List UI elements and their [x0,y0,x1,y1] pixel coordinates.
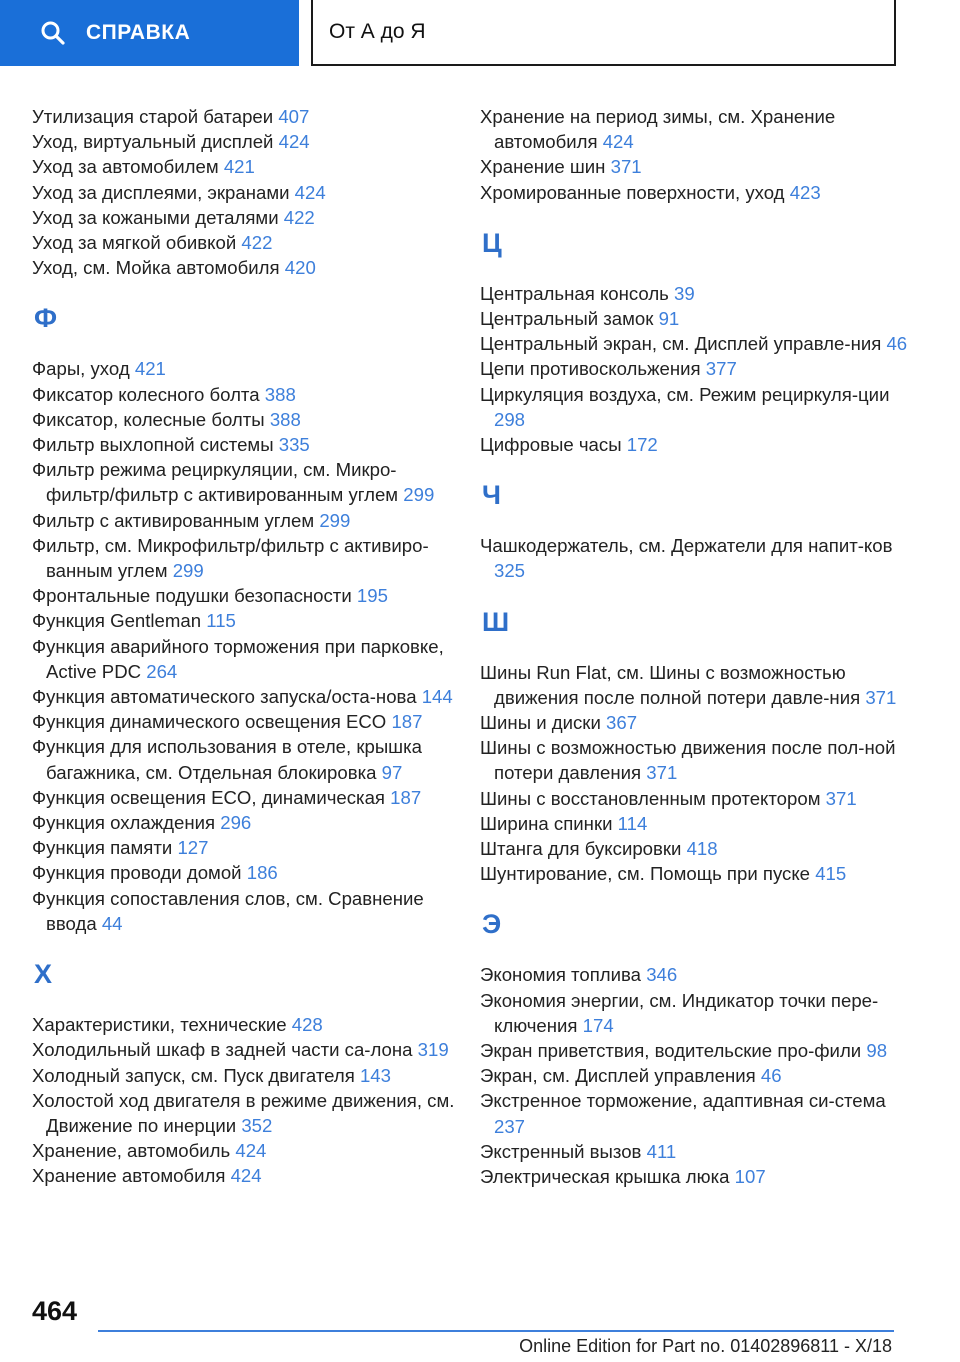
page-number: 464 [32,1296,78,1326]
index-letter-heading: Ч [482,480,501,511]
index-entry [480,154,910,179]
index-entry [480,660,910,710]
index-entry [32,810,462,835]
index-entry-text: Фиксатор колесного болта [32,383,260,405]
index-entry-page-link[interactable]: 407 [278,106,310,127]
index-entry [480,962,910,987]
index-entry-text: Шины с восстановленным протектором [480,787,821,809]
index-entry [32,407,462,432]
index-entry-text: Уход за дисплеями, экранами [32,181,290,203]
index-entry [32,255,462,280]
index-entry-page-link[interactable]: 423 [789,181,821,203]
index-entry-page-link[interactable]: 424 [230,1165,262,1187]
index-entry [480,306,910,331]
index-entry-page-link[interactable]: 237 [494,1115,526,1137]
index-entry [480,861,910,886]
index-entry-page-link[interactable]: 127 [177,837,209,859]
index-entry-page-link[interactable]: 424 [602,131,634,153]
index-entry-page-link[interactable]: 264 [146,660,178,682]
index-entry [480,180,910,205]
index-entry [480,533,910,583]
index-entry [32,1012,462,1037]
index-entry-text: Хранение на период зимы, см. Хранение автомобиля [480,106,836,153]
index-entry-page-link[interactable]: 422 [283,206,315,228]
index-entry-text: Экстренный вызов [480,1140,642,1162]
index-entry-page-link[interactable]: 195 [356,585,388,607]
index-entry-page-link[interactable]: 44 [101,912,123,934]
index-entry-page-link[interactable]: 325 [494,560,526,582]
index-entry [480,281,910,306]
index-letter-heading: Ф [34,303,58,334]
index-entry-text: Уход, виртуальный дисплей [32,131,274,153]
index-entry-text: Шунтирование, см. Помощь при пуске [480,863,811,885]
tab-search[interactable] [0,0,299,66]
tab-search-label: СПРАВКА [86,21,191,44]
index-entry-text: Функция для использования в отеле, крышка багажника, см. Отдельная блокировка [32,736,422,783]
index-entry-text: Функция проводи домой [32,862,242,884]
index-entry [480,836,910,861]
index-entry-text: Хранение, автомобиль [32,1140,231,1162]
tab-a-to-z-label: От А до Я [329,20,426,43]
index-entry-page-link[interactable]: 421 [134,358,166,380]
index-entry [32,734,462,784]
index-entry-page-link[interactable]: 371 [646,762,678,784]
index-entry-text: Функция освещения ECO, динамическая [32,786,385,808]
index-entry [480,1164,910,1189]
index-entry-text: Хранение шин [480,156,606,178]
index-letter-heading: Ц [482,227,502,258]
index-entry-page-link[interactable]: 424 [235,1140,267,1162]
index-entry [32,860,462,885]
index-entry [480,331,910,356]
index-entry-page-link[interactable]: 186 [246,862,278,884]
index-entry-page-link[interactable]: 299 [403,484,435,506]
index-entry-page-link[interactable]: 377 [705,358,737,380]
index-entry-page-link[interactable]: 299 [319,509,351,531]
index-entry-text: Ширина спинки [480,812,613,834]
index-entry-page-link[interactable]: 388 [269,408,301,430]
index-entry-page-link[interactable]: 352 [241,1114,273,1136]
index-entry [32,634,462,684]
index-entry-text: Экран приветствия, водительские про-фили [480,1040,862,1062]
index-entry-page-link[interactable]: 296 [220,812,252,834]
tab-a-to-z[interactable] [311,0,896,66]
index-entry-page-link[interactable]: 46 [760,1065,782,1087]
index-entry-page-link[interactable]: 319 [417,1039,449,1061]
index-entry-text: Экономия энергии, см. Индикатор точки пере-ключения [480,989,879,1036]
index-entry [480,735,910,785]
index-entry-text: Шины и диски [480,712,601,734]
index-entry [32,104,462,129]
index-entry-page-link[interactable]: 346 [646,964,678,986]
index-entry-text: Функция динамического освещения ECO [32,711,387,733]
index-entry [32,154,462,179]
index-entry [480,382,910,432]
index-column-left [32,104,462,1189]
index-entry [32,180,462,205]
index-entry-page-link[interactable]: 335 [278,434,310,456]
index-entry [32,1037,462,1062]
index-entry-page-link[interactable]: 421 [223,156,255,178]
index-entry-page-link[interactable]: 422 [241,232,273,254]
index-letter-heading: Х [34,959,53,990]
index-entry-text: Хранение автомобиля [32,1165,226,1187]
index-entry [480,1038,910,1063]
index-entry-page-link[interactable]: 187 [390,786,422,808]
index-entry-page-link[interactable]: 107 [734,1166,766,1188]
index-entry-page-link[interactable]: 114 [617,812,648,834]
index-entry-page-link[interactable]: 418 [686,838,718,860]
index-entry [32,533,462,583]
index-entry-page-link[interactable]: 415 [815,863,847,885]
index-entry-text: Фиксатор, колесные болты [32,408,265,430]
index-entry [480,356,910,381]
index-entry [32,785,462,810]
index-entry [32,129,462,154]
index-entry-page-link[interactable]: 411 [646,1140,677,1162]
index-entry [480,1088,910,1138]
index-entry-text: Уход за кожаными деталями [32,206,279,228]
index-entry-text: Утилизация старой батареи [32,106,274,127]
index-entry-text: Центральная консоль [480,282,669,304]
index-entry-page-link[interactable]: 143 [359,1064,391,1086]
index-entry-text: Фильтр режима рециркуляции, см. Микро-фильтр/фильтр с активированным углем [32,459,399,506]
index-entry-text: Экран, см. Дисплей управления [480,1065,756,1087]
index-entry-text: Цифровые часы [480,434,622,456]
index-entry-page-link[interactable]: 428 [291,1014,323,1036]
index-entry-text: Хромированные поверхности, уход [480,181,785,203]
index-entry-text: Фронтальные подушки безопасности [32,585,352,607]
index-entry-text: Центральный замок [480,308,654,330]
index-entry-text: Шины Run Flat, см. Шины с возможностью движения после полной потери давле-ния [480,661,861,708]
index-entry-page-link[interactable]: 98 [866,1040,888,1062]
index-entry-page-link[interactable]: 371 [825,787,857,809]
index-entry-page-link[interactable]: 46 [886,333,908,355]
index-entry [32,1138,462,1163]
index-entry-text: Характеристики, технические [32,1014,287,1036]
index-entry [32,432,462,457]
index-entry-text: Функция Gentleman [32,610,202,632]
index-entry [32,230,462,255]
index-entry-text: Фары, уход [32,358,130,380]
index-entry-text: Циркуляция воздуха, см. Режим рециркуля-ции [480,383,890,405]
index-entry-text: Функция памяти [32,837,173,859]
edition-text: Online Edition for Part no. 01402896811 - X/18 [519,1336,892,1356]
index-entry-text: Цепи противоскольжения [480,358,701,380]
index-entry-text: Шины с возможностью движения после пол-ной потери давления [480,737,896,784]
index-entry-page-link[interactable]: 174 [582,1014,614,1036]
index-entry-page-link[interactable]: 420 [284,257,316,279]
index-column-right [480,104,910,1189]
index-entry-text: Холодный запуск, см. Пуск двигателя [32,1064,355,1086]
index-entry [32,886,462,936]
index-entry-text: Экономия топлива [480,964,642,986]
index-entry-text: Центральный экран, см. Дисплей управле-ния [480,333,882,355]
index-entry-text: Уход за мягкой обивкой [32,232,237,254]
index-entry [32,508,462,533]
index-entry [480,988,910,1038]
index-entry-text: Фильтр, см. Микрофильтр/фильтр с активиро-ванным углем [32,534,429,582]
index-entry-text: Штанга для буксировки [480,838,682,860]
index-entry-text: Уход, см. Мойка автомобиля [32,257,280,279]
search-icon [40,20,66,46]
index-entry [480,811,910,836]
index-entry-page-link[interactable]: 424 [278,131,310,153]
index-entry-text: Электрическая крышка люка [480,1166,730,1188]
index-letter-heading: Ш [482,606,510,637]
index-entry [480,1139,910,1164]
index-entry [32,382,462,407]
index-entry-text: Функция охлаждения [32,812,216,834]
index-entry-page-link[interactable]: 39 [674,282,695,304]
index-entry [32,709,462,734]
footer-divider [98,1330,894,1332]
index-entry-text: Чашкодержатель, см. Держатели для напит-ков [480,535,893,557]
index-entry-page-link[interactable]: 144 [421,686,453,708]
index-entry [32,583,462,608]
index-entry [32,1088,462,1138]
index-entry [32,356,462,381]
index-entry-page-link[interactable]: 91 [658,308,680,330]
index-entry-page-link[interactable]: 172 [626,434,658,456]
index-entry-text: Холодильный шкаф в задней части са-лона [32,1039,413,1061]
index-entry [32,835,462,860]
index-entry-page-link[interactable]: 299 [172,560,204,582]
index-entry-page-link[interactable]: 97 [381,761,403,783]
index-entry [32,457,462,507]
index-entry-text: Экстренное торможение, адаптивная си-стема [480,1090,886,1112]
index-entry-text: Уход за автомобилем [32,156,219,178]
header [0,0,960,66]
index-entry-text: Функция сопоставления слов, см. Сравнение ввода [32,887,424,934]
index-entry [480,710,910,735]
index-entry-page-link[interactable]: 187 [391,711,423,733]
index-entry [32,684,462,709]
index-entry-page-link[interactable]: 115 [206,610,236,632]
index-entry-page-link[interactable]: 367 [606,712,638,734]
index-entry-page-link[interactable]: 298 [494,408,526,430]
index-entry [32,205,462,230]
index-entry [480,104,910,154]
index-entry [32,608,462,633]
index-entry-page-link[interactable]: 424 [294,181,326,203]
index-entry-text: Холостой ход двигателя в режиме движения, см. Движение по инерции [32,1089,455,1136]
index-entry-text: Фильтр с активированным углем [32,509,315,531]
index-entry [32,1163,462,1188]
index-entry [480,1063,910,1088]
index-entry [480,786,910,811]
index-entry-text: Фильтр выхлопной системы [32,434,274,456]
index-entry-page-link[interactable]: 371 [610,156,642,178]
index-entry [32,1063,462,1088]
index-entry-text: Функция автоматического запуска/оста-нова [32,686,417,708]
index-entry-page-link[interactable]: 371 [865,686,897,708]
index-entry-text: Функция аварийного торможения при парковке, Active PDC [32,635,444,682]
index-entry-page-link[interactable]: 388 [264,383,296,405]
index-entry [480,432,910,457]
index-letter-heading: Э [482,909,502,940]
